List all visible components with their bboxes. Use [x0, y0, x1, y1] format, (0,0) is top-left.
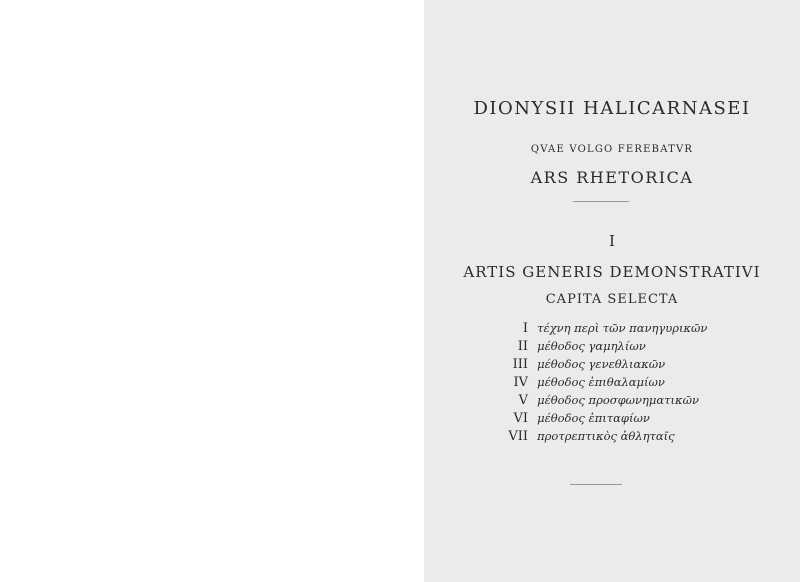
- chapter-numeral: II: [517, 339, 528, 354]
- chapter-numeral: I: [522, 321, 528, 336]
- list-item: [486, 372, 746, 390]
- work-title: ARS RHETORICA: [530, 168, 694, 187]
- list-item: [486, 336, 746, 354]
- list-item: [486, 354, 746, 372]
- top-divider: [573, 201, 629, 202]
- chapter-numeral: IV: [513, 375, 528, 390]
- chapter-numeral: III: [512, 357, 528, 372]
- section-title: ARTIS GENERIS DEMONSTRATIVI: [463, 263, 761, 281]
- list-item: [486, 390, 746, 408]
- section-number: I: [609, 232, 615, 250]
- chapter-title: τέχνη περὶ τῶν πανηγυρικῶν: [537, 321, 708, 335]
- bottom-divider: [570, 484, 622, 485]
- chapter-numeral: V: [518, 393, 528, 408]
- chapter-numeral: VII: [508, 429, 528, 444]
- chapter-title: μέθοδος γενεθλιακῶν: [537, 357, 666, 371]
- chapter-title: μέθοδος προσφωνηματικῶν: [537, 393, 699, 407]
- list-item: [486, 318, 746, 336]
- title-page: [424, 0, 800, 582]
- page-title: DIONYSII HALICARNASEI: [473, 98, 751, 119]
- chapter-title: μέθοδος ἐπιταφίων: [537, 411, 650, 425]
- chapter-title: μέθοδος ἐπιθαλαμίων: [537, 375, 665, 389]
- contents-list: [486, 318, 746, 444]
- chapter-title: προτρεπτικὸς ἀθληταῖς: [537, 429, 675, 443]
- page-subtitle: QVAE VOLGO FEREBATVR: [530, 144, 694, 155]
- chapter-title: μέθοδος γαμηλίων: [537, 339, 646, 353]
- chapter-numeral: VI: [513, 411, 528, 426]
- section-subtitle: CAPITA SELECTA: [545, 292, 679, 307]
- list-item: [486, 408, 746, 426]
- list-item: [486, 426, 746, 444]
